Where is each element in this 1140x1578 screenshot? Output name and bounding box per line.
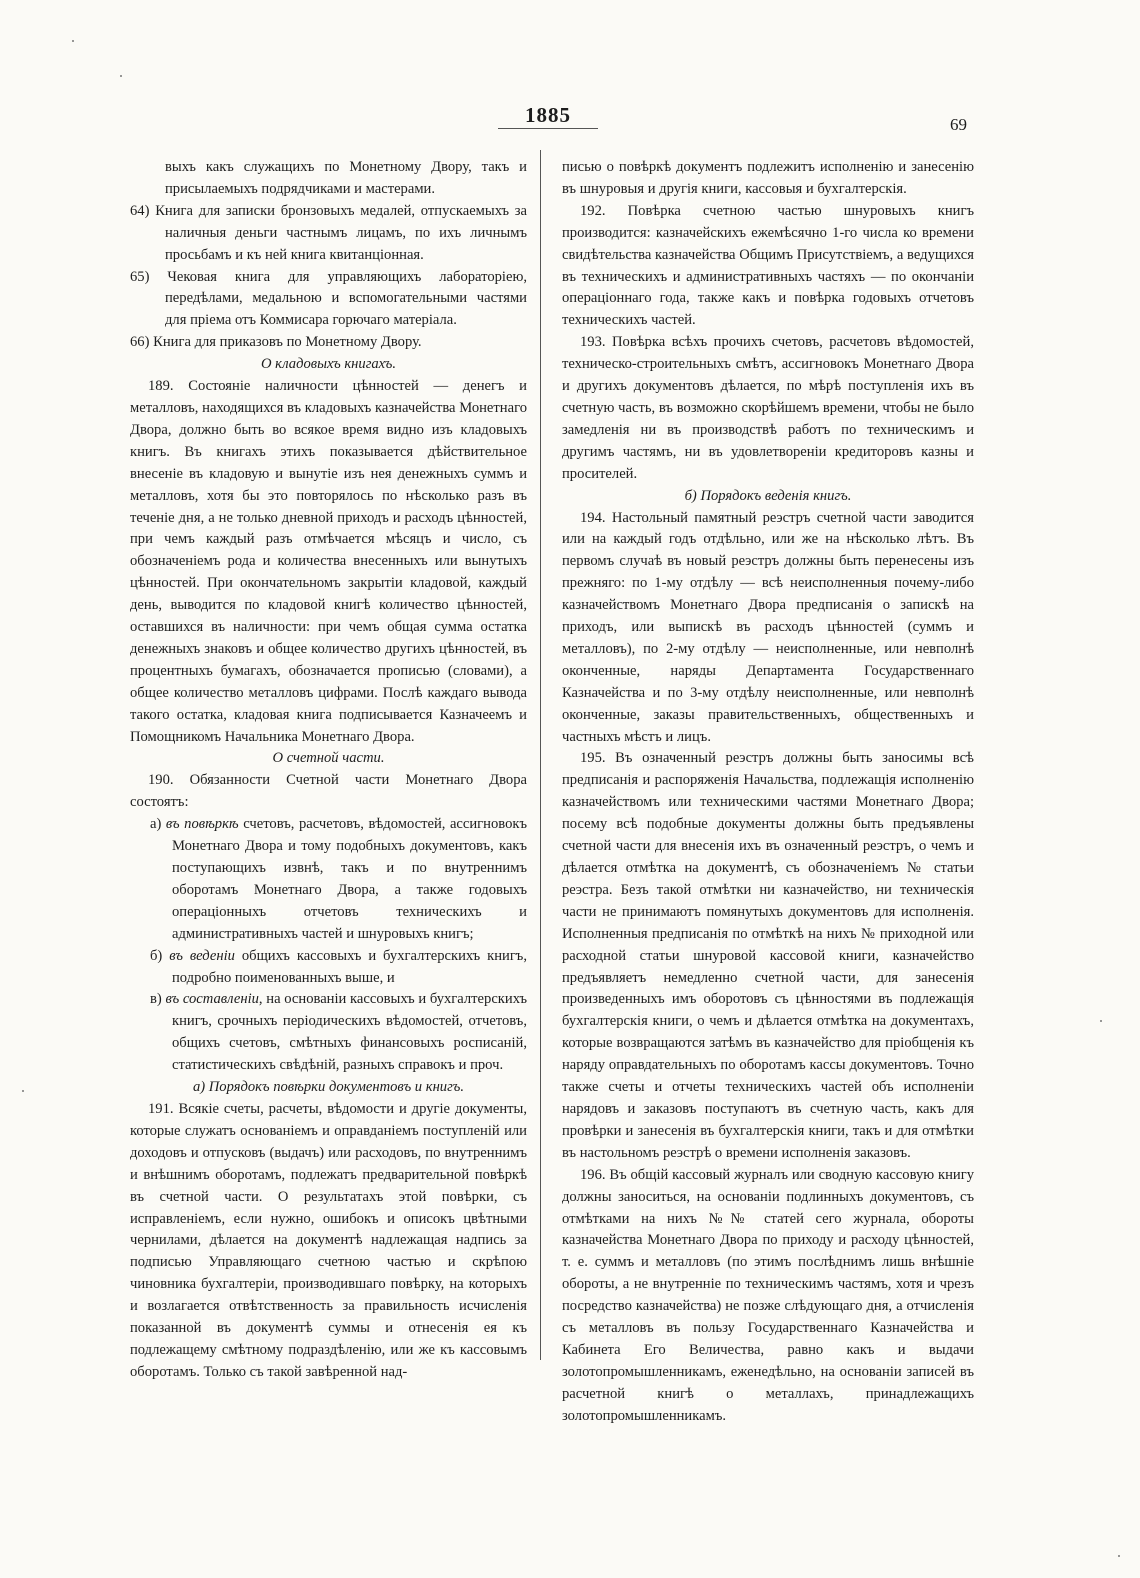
- sub-item-c-label: в): [150, 991, 162, 1008]
- scan-speck: [1118, 1555, 1120, 1557]
- section-heading-accounting-part: О счетной части.: [272, 750, 385, 767]
- sub-item-a-text: счетовъ, расчетовъ, вѣдомостей, ассигновокъ Монетнаго Двора и тому подобныхъ документовъ, какъ поступающихъ извнѣ, такъ и по внутреннимъ оборотамъ Монетнаго Двора, а также годовыхъ операціонныхъ отчетовъ техническихъ и административныхъ частей и шнуровыхъ книгъ;: [172, 816, 527, 942]
- list-item-64: 64) Книга для записки бронзовыхъ медалей, отпускаемыхъ за наличныя деньги частнымъ лицамъ, по ихъ личнымъ просьбамъ и къ ней книга квитанціонная.: [130, 202, 527, 263]
- list-item-66: 66) Книга для приказовъ по Монетному Двору.: [130, 334, 422, 351]
- sub-item-c-emphasis: въ составленіи: [165, 991, 259, 1008]
- right-column: [562, 157, 974, 1428]
- paragraph-189: 189. Состояніе наличности цѣнностей — денегъ и металловъ, находящихся въ кладовыхъ казначейства Монетнаго Двора, должно быть во всякое время видно изъ кладовыхъ книгъ. Въ книгахъ этихъ показывается дѣйствительное внесеніе въ кладовую и вынутіе изъ нея денежныхъ суммъ и металловъ, хотя бы это повторялось по нѣсколько разъ въ теченіе дня, а не только дневной приходъ и расходъ цѣнностей, при чемъ каждый разъ отмѣчается мѣсяцъ и число, съ обозначеніемъ рода и количества внесенныхъ или вынутыхъ цѣнностей. При окончательномъ закрытіи кладовой, каждый день, выводится по кладовой книгѣ количество цѣнностей, оставшихся въ наличности: при чемъ общая сумма остатка денежныхъ знаковъ и общее количество другихъ цѣнностей, въ процентныхъ бумагахъ, обозначается прописью (словами), а общее количество металловъ цифрами. Послѣ каждаго вывода такого остатка, кладовая книга подписывается Казначеемъ и Помощникомъ Начальника Монетнаго Двора.: [130, 378, 527, 745]
- left-column: [130, 157, 527, 1384]
- paragraph-192: 192. Повѣрка счетною частью шнуровыхъ книгъ производится: казначейскихъ ежемѣсячно 1-го числа ко времени свидѣтельства казначейства Общимъ Присутствіемъ, а ведущихся въ техническихъ и административныхъ частяхъ — по окончаніи операціоннаго года, также какъ и повѣрка годовыхъ отчетовъ техническихъ частей.: [562, 202, 974, 329]
- paragraph-196: 196. Въ общій кассовый журналъ или сводную кассовую книгу должны заноситься, на основаніи подлинныхъ документовъ, съ отмѣтками на нихъ №№ статей сего журнала, обороты казначейства Монетнаго Двора по приходу и расходу цѣнностей, т. е. суммъ и металловъ (по этимъ послѣднимъ лишь внѣшніе обороты, а не внутренніе по техническимъ частямъ, хотя и чрезъ посредство казначейства) не позже слѣдующаго дня, а отчисленія съ металловъ въ пользу Государственнаго Казначейства и Кабинета Его Величества, равно какъ и выдачи золотопромышленникамъ, еженедѣльно, на основаніи записей въ расчетной книгѣ о металлахъ, принадлежащихъ золотопромышленникамъ.: [562, 1166, 974, 1424]
- sub-item-b-label: б): [150, 947, 163, 964]
- year-underline: [498, 128, 598, 129]
- section-heading-verification-order: а) Порядокъ повѣрки документовъ и книгъ.: [192, 1079, 465, 1096]
- list-item-65: 65) Чековая книга для управляющихъ лабораторіею, передѣлами, медальною и вспомогательными частями для пріема отъ Коммисара горючаго матеріала.: [130, 268, 527, 329]
- section-heading-storage-books: О кладовыхъ книгахъ.: [260, 356, 397, 373]
- sub-item-a-emphasis: въ повѣркѣ: [165, 816, 239, 833]
- sub-item-b: [130, 946, 527, 990]
- list-item-63-continued: выхъ какъ служащихъ по Монетному Двору, такъ и присылаемыхъ подрядчиками и мастерами.: [165, 159, 527, 197]
- sub-item-b-emphasis: въ веденіи: [169, 947, 235, 964]
- page-number: 69: [950, 115, 967, 134]
- scan-speck: [72, 40, 74, 42]
- page-year: 1885: [525, 103, 571, 127]
- paragraph-191: 191. Всякіе счеты, расчеты, вѣдомости и другіе документы, которые служатъ основаніемъ и оправданіемъ поступленій или доходовъ и отпусковъ (выдачъ) или расходовъ, по внутреннимъ и внѣшнимъ оборотамъ, подлежатъ предварительной повѣркѣ въ счетной части. О результатахъ этой повѣрки, съ исправленіемъ, если нужно, ошибокъ и описокъ цвѣтными чернилами, дѣлается на документѣ надлежащая надпись за подписью Управляющаго счетною частью и скрѣпою чиновника бухгалтеріи, производившаго повѣрку, на которыхъ и возлагается отвѣтственность за правильность исчисленія показанной въ документѣ суммы и отнесенія ея къ подлежащему смѣтному подраздѣленію, или же къ кассовымъ оборотамъ. Только съ такой завѣренной над-: [130, 1100, 527, 1380]
- scan-speck: [1100, 1020, 1102, 1022]
- column-divider: [540, 150, 541, 1360]
- scan-speck: [120, 75, 122, 77]
- paragraph-193: 193. Повѣрка всѣхъ прочихъ счетовъ, расчетовъ вѣдомостей, техническо-строительныхъ смѣтъ, ассигновокъ Монетнаго Двора и другихъ документовъ дѣлается, по мѣрѣ поступленія ихъ въ счетную часть, въ возможно скорѣйшемъ времени, чтобы не было замедленія ни въ производствѣ работъ по техническимъ и другимъ частямъ, ни въ удовлетвореніи кредиторовъ казны и просителей.: [562, 334, 974, 482]
- sub-item-a: [130, 814, 527, 945]
- paragraph-195: 195. Въ означенный реэстръ должны быть заносимы всѣ предписанія и распоряженія Начальства, подлежащія исполненію казначействомъ или техническими частями Монетнаго Двора; посему всѣ подобные документы должны быть предъявлены счетной части для внесенія ихъ въ означенный реэстръ, о чемъ и дѣлается отмѣтка на документѣ, съ обозначеніемъ № статьи реэстра. Безъ такой отмѣтки ни казначейство, ни техническія части не принимаютъ помянутыхъ документовъ для исполненія. Исполненныя предписанія по отмѣткѣ на нихъ № приходной или расходной статьи шнуровой кассовой книги, казначейство предъявляетъ немедленно счетной части, для занесенія произведенныхъ имъ оборотовъ съ цѣнностями въ подлежащія бухгалтерскія книги, о чемъ и дѣлается отмѣтка на документахъ, которые возвращаются затѣмъ въ казначейство для пріобщенія къ наряду оправдательныхъ по оборотамъ кассы документовъ. Точно также счеты и отчеты техническихъ частей объ исполненіи нарядовъ и заказовъ поступаютъ въ счетную часть, какъ для провѣрки и занесенія въ бухгалтерскія книги, такъ и для отмѣтки въ настольномъ реэстрѣ о времени исполненія заказовъ.: [562, 750, 974, 1161]
- paragraph-191-continued: писью о повѣркѣ документъ подлежитъ исполненію и занесенію въ шнуровыя и другія книги, кассовыя и бухгалтерскія.: [562, 159, 974, 197]
- paragraph-190: 190. Обязанности Счетной части Монетнаго Двора состоятъ:: [130, 772, 527, 811]
- section-heading-book-keeping-order: б) Порядокъ веденія книгъ.: [684, 487, 852, 504]
- sub-item-c: [130, 989, 527, 1077]
- scan-speck: [22, 1090, 24, 1092]
- sub-item-b-text: общихъ кассовыхъ и бухгалтерскихъ книгъ, подробно поименованныхъ выше, и: [172, 947, 527, 986]
- sub-item-a-label: а): [150, 816, 162, 833]
- sub-item-c-text: , на основаніи кассовыхъ и бухгалтерскихъ книгъ, срочныхъ періодическихъ вѣдомостей, отчетовъ, общихъ счетовъ, смѣтныхъ финансовыхъ росписаній, статистическихъ свѣдѣній, разныхъ справокъ и проч.: [172, 991, 527, 1074]
- paragraph-194: 194. Настольный памятный реэстръ счетной части заводится или на каждый годъ отдѣльно, или же на нѣсколько лѣтъ. Въ первомъ случаѣ въ новый реэстръ должны быть перенесены изъ прежняго: по 1-му отдѣлу — всѣ неисполненныя почему-либо казначействомъ Монетнаго Двора предписанія о запискѣ на приходъ, или выпискѣ въ расходъ цѣнностей (суммъ и металловъ), по 2-му отдѣлу — неисполненные, или невполнѣ оконченные, наряды Департамента Государственнаго Казначейства и по 3-му отдѣлу неисполненные, или невполнѣ оконченные, заказы правительственныхъ, общественныхъ и частныхъ мѣстъ и лицъ.: [562, 509, 974, 745]
